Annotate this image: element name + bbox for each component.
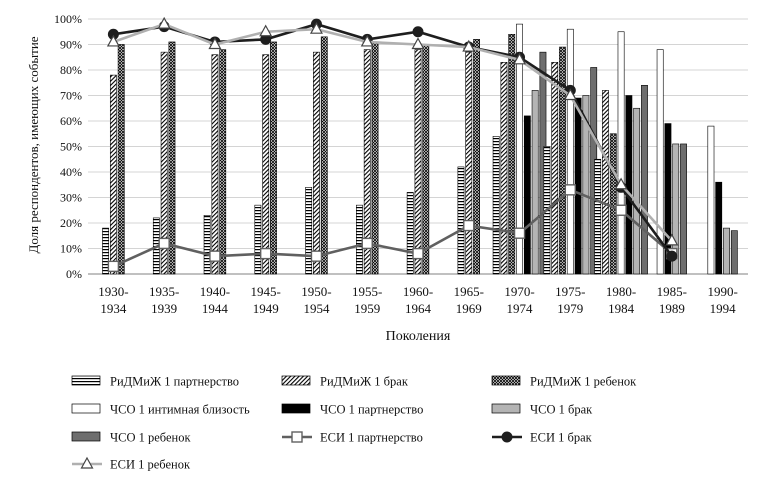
x-tick-label-line2: 1974 xyxy=(506,301,533,316)
y-tick-label: 10% xyxy=(60,241,82,256)
x-tick-label-line2: 1949 xyxy=(252,301,279,316)
bar xyxy=(423,45,429,275)
x-tick-label-line2: 1964 xyxy=(405,301,431,316)
x-tick-label-line1: 1935- xyxy=(148,284,180,299)
x-tick-label-line2: 1969 xyxy=(455,301,482,316)
data-point-square xyxy=(292,432,302,442)
bar xyxy=(466,50,472,274)
legend-item xyxy=(282,431,423,445)
data-point-square xyxy=(565,185,575,195)
legend-label: ЕСИ 1 партнерство xyxy=(320,430,423,445)
data-point-circle xyxy=(502,432,512,442)
data-point-square xyxy=(311,251,321,261)
x-tick-label-line1: 1970- xyxy=(504,284,535,299)
bar xyxy=(204,215,210,274)
x-axis-label: Поколения xyxy=(385,329,451,344)
bar xyxy=(263,55,269,274)
data-point-square xyxy=(413,249,423,259)
data-point-circle xyxy=(667,251,677,261)
bar xyxy=(270,42,276,274)
x-tick-label xyxy=(555,284,585,316)
bar xyxy=(415,50,421,274)
legend-swatch xyxy=(72,376,100,385)
legend-label: ЧСО 1 ребенок xyxy=(110,430,191,445)
legend-item xyxy=(72,375,239,389)
bar xyxy=(321,37,327,274)
bar xyxy=(118,45,124,275)
x-tick-label xyxy=(301,284,331,316)
x-tick-label-line1: 1975- xyxy=(555,284,586,299)
legend-swatch xyxy=(282,376,310,385)
x-tick-label-line2: 1979 xyxy=(557,301,584,316)
bar xyxy=(552,62,558,274)
legend-label: ЕСИ 1 брак xyxy=(530,430,592,445)
x-tick-label-line1: 1985- xyxy=(656,284,688,299)
y-tick-label: 50% xyxy=(60,139,82,154)
bar xyxy=(602,90,608,274)
bar xyxy=(212,55,218,274)
bar xyxy=(708,126,714,274)
bars-layer xyxy=(102,24,737,274)
x-tick-label-line1: 1930- xyxy=(98,284,129,299)
bar xyxy=(626,96,632,275)
bar xyxy=(723,228,729,274)
y-tick-label: 40% xyxy=(60,165,82,179)
y-tick-label: 30% xyxy=(60,190,82,205)
y-tick-label: 70% xyxy=(60,88,82,103)
x-tick-label xyxy=(98,284,128,316)
data-point-square xyxy=(210,251,220,261)
bar xyxy=(716,182,722,274)
x-tick-label-line1: 1950- xyxy=(301,284,332,299)
x-tick-label xyxy=(251,284,281,316)
legend-label: ЕСИ 1 ребенок xyxy=(110,457,191,472)
data-point-square xyxy=(362,238,372,248)
x-tick-label-line2: 1959 xyxy=(354,301,381,316)
bar xyxy=(634,108,640,274)
y-tick-label: 100% xyxy=(54,12,82,26)
x-tick-label-line2: 1984 xyxy=(608,301,635,316)
bar xyxy=(407,192,413,274)
bar xyxy=(618,32,624,274)
legend-item xyxy=(72,431,191,445)
data-point-square xyxy=(515,228,525,238)
x-tick-label-line2: 1994 xyxy=(709,301,736,316)
x-tick-label-line1: 1940- xyxy=(199,284,231,299)
y-tick-label: 20% xyxy=(60,216,82,230)
x-tick-label-line1: 1965- xyxy=(453,284,484,299)
legend-item xyxy=(492,431,593,445)
data-point-square xyxy=(464,221,474,231)
data-point-circle xyxy=(413,27,423,37)
x-tick-label-line1: 1945- xyxy=(250,284,281,299)
legend-label: ЧСО 1 интимная близость xyxy=(110,402,250,417)
legend xyxy=(72,375,637,472)
legend-item xyxy=(72,458,191,472)
x-tick-label-line2: 1954 xyxy=(303,301,330,316)
bar xyxy=(493,136,499,274)
bar xyxy=(567,29,573,274)
legend-item xyxy=(492,375,637,389)
bar xyxy=(731,231,737,274)
x-tick-label xyxy=(707,284,737,316)
legend-label: РиДМиЖ 1 партнерство xyxy=(110,374,240,389)
data-point-square xyxy=(616,205,626,215)
x-tick-label xyxy=(657,284,687,316)
legend-item xyxy=(282,403,423,417)
bar xyxy=(641,85,647,274)
bar xyxy=(313,52,319,274)
legend-swatch xyxy=(492,376,520,385)
x-tick-label-line2: 1989 xyxy=(658,301,685,316)
y-axis-label: Доля респондентов, имеющих событие xyxy=(26,36,41,254)
data-point-square xyxy=(261,249,271,259)
y-tick-label: 0% xyxy=(66,267,82,281)
y-tick-label: 60% xyxy=(60,114,82,128)
bar xyxy=(473,39,479,274)
bar xyxy=(559,47,565,274)
legend-label: РиДМиЖ 1 ребенок xyxy=(530,374,637,389)
legend-item xyxy=(492,403,593,417)
bar xyxy=(532,90,538,274)
x-tick-label-line2: 1944 xyxy=(201,301,228,316)
legend-label: ЧСО 1 брак xyxy=(530,402,593,417)
x-tick-label xyxy=(200,284,230,316)
bar xyxy=(255,205,261,274)
x-tick-label xyxy=(403,284,433,316)
bar xyxy=(524,116,530,274)
data-point-square xyxy=(108,261,118,271)
legend-swatch xyxy=(282,404,310,413)
legend-item xyxy=(72,403,250,417)
x-tick-label-line2: 1939 xyxy=(151,301,178,316)
y-tick-label: 80% xyxy=(60,63,82,77)
x-tick-label xyxy=(149,284,179,316)
x-tick-label xyxy=(606,284,636,316)
x-tick-label-line2: 1934 xyxy=(100,301,127,316)
x-tick-label xyxy=(454,284,484,316)
bar xyxy=(501,62,507,274)
bar xyxy=(595,159,601,274)
legend-swatch xyxy=(72,432,100,441)
bar xyxy=(110,75,116,274)
legend-item xyxy=(282,375,409,389)
x-tick-label-line1: 1980- xyxy=(605,284,637,299)
x-tick-label-line1: 1960- xyxy=(402,284,434,299)
x-tick-label-line1: 1955- xyxy=(352,284,383,299)
x-tick-label xyxy=(504,284,534,316)
y-tick-label: 90% xyxy=(60,37,82,52)
bar xyxy=(610,134,616,274)
x-tick-label xyxy=(352,284,382,316)
bar xyxy=(220,50,226,274)
bar xyxy=(680,144,686,274)
data-point-square xyxy=(159,238,169,248)
x-tick-label-line1: 1990- xyxy=(707,284,738,299)
legend-swatch xyxy=(72,404,100,413)
legend-label: РиДМиЖ 1 брак xyxy=(320,374,408,389)
legend-label: ЧСО 1 партнерство xyxy=(320,402,424,417)
legend-swatch xyxy=(492,404,520,413)
